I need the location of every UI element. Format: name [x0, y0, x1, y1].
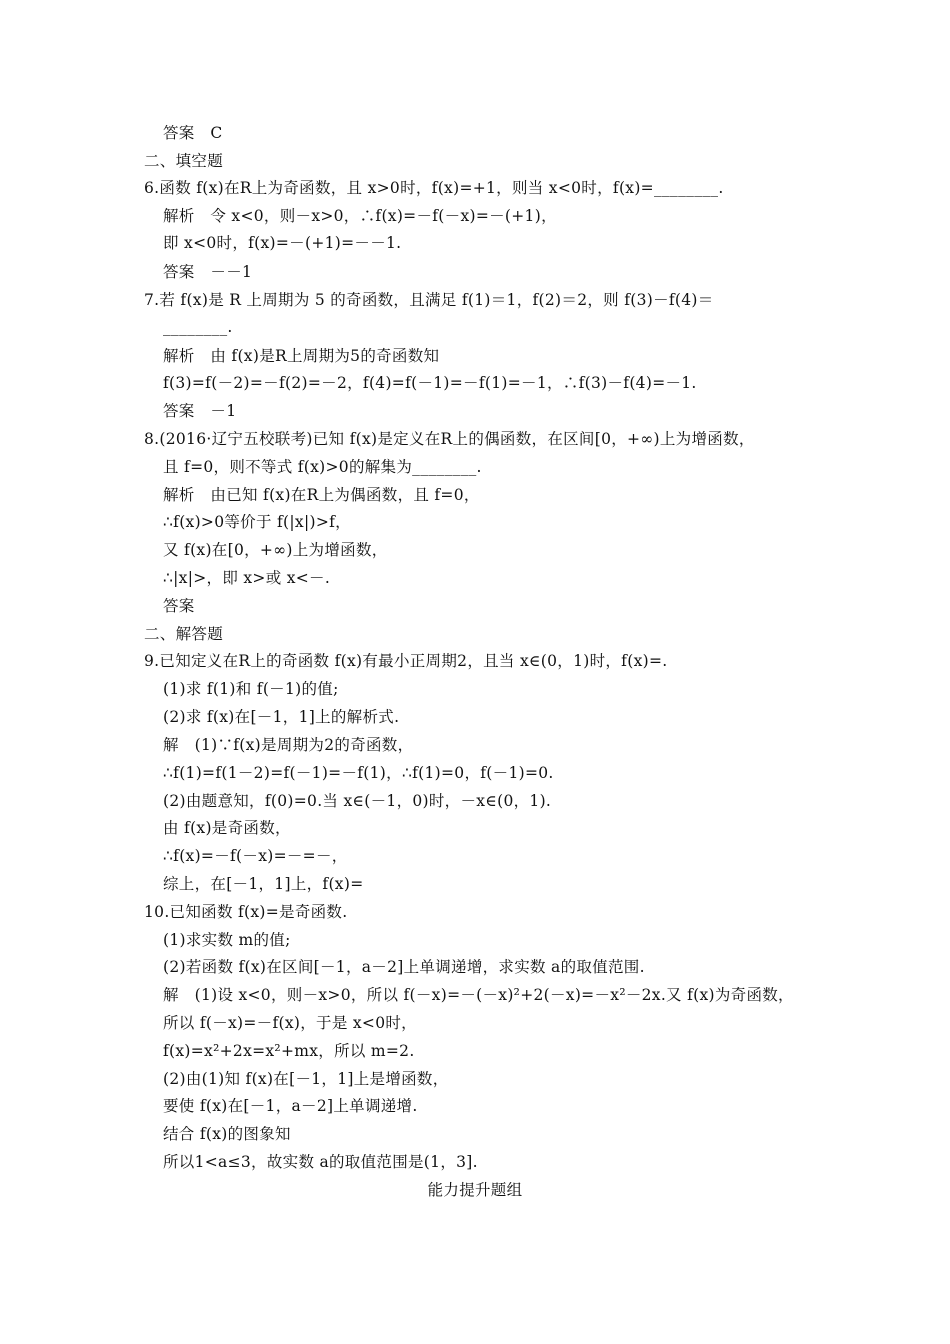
analysis-6-line2: 即 x<0时，f(x)=－(+1)=－－1.	[163, 234, 402, 252]
question-7-line1: 7.若 f(x)是 R 上周期为 5 的奇函数，且满足 f(1)＝1，f(2)＝2，则 f(3)－f(4)＝	[144, 291, 714, 309]
question-9-part2: (2)求 f(x)在[－1，1]上的解析式.	[163, 708, 400, 726]
question-8-line1: 8.(2016·辽宁五校联考)已知 f(x)是定义在R上的偶函数，在区间[0，+∞)上为增函数，	[144, 430, 755, 448]
solution-9-line5: ∴f(x)=－f(－x)=－=－，	[163, 847, 348, 865]
solution-9-line1: 解 (1)∵f(x)是周期为2的奇函数，	[163, 736, 414, 754]
section-solve: 二、解答题	[144, 625, 224, 643]
analysis-7-line1: 解析 由 f(x)是R上周期为5的奇函数知	[163, 347, 440, 365]
solution-9-line4: 由 f(x)是奇函数，	[163, 819, 291, 837]
question-8-line2: 且 f=0，则不等式 f(x)>0的解集为________.	[163, 458, 482, 476]
answer-8: 答案	[163, 597, 195, 615]
question-9-part1: (1)求 f(1)和 f(－1)的值;	[163, 680, 339, 698]
question-6: 6.函数 f(x)在R上为奇函数，且 x>0时，f(x)=+1，则当 x<0时，f(x)=________.	[144, 179, 724, 197]
question-9: 9.已知定义在R上的奇函数 f(x)有最小正周期2，且当 x∈(0，1)时，f(x)=.	[144, 652, 668, 670]
solution-9-line2: ∴f(1)=f(1－2)=f(－1)=－f(1)，∴f(1)=0，f(－1)=0.	[163, 764, 554, 782]
analysis-7-line2: f(3)=f(－2)=－f(2)=－2，f(4)=f(－1)=－f(1)=－1，∴f(3)－f(4)=－1.	[163, 374, 697, 392]
question-10-part1: (1)求实数 m的值;	[163, 931, 291, 949]
answer-6: 答案 －－1	[163, 263, 253, 281]
solution-10-line7: 所以1<a≤3，故实数 a的取值范围是(1，3].	[163, 1153, 478, 1171]
solution-10-line6: 结合 f(x)的图象知	[163, 1125, 291, 1143]
question-10: 10.已知函数 f(x)=是奇函数.	[144, 903, 348, 921]
solution-10-line4: (2)由(1)知 f(x)在[－1，1]上是增函数，	[163, 1070, 449, 1088]
section-ability: 能力提升题组	[427, 1181, 523, 1199]
solution-10-line3: f(x)=x²+2x=x²+mx，所以 m=2.	[163, 1042, 415, 1060]
question-10-part2: (2)若函数 f(x)在区间[－1，a－2]上单调递增，求实数 a的取值范围.	[163, 958, 645, 976]
section-fill-in: 二、填空题	[144, 152, 224, 170]
analysis-8-line3: 又 f(x)在[0，+∞)上为增函数，	[163, 541, 388, 559]
analysis-8-line1: 解析 由已知 f(x)在R上为偶函数，且 f=0，	[163, 486, 480, 504]
analysis-8-line2: ∴f(x)>0等价于 f(|x|)>f，	[163, 513, 351, 531]
solution-10-line2: 所以 f(－x)=－f(x)，于是 x<0时，	[163, 1014, 417, 1032]
analysis-6-line1: 解析 令 x<0，则－x>0，∴f(x)=－f(－x)=－(+1)，	[163, 207, 557, 225]
answer-7: 答案 －1	[163, 402, 237, 420]
solution-9-line6: 综上，在[－1，1]上，f(x)=	[163, 875, 364, 893]
question-7-line2: ________.	[163, 318, 233, 336]
solution-9-line3: (2)由题意知，f(0)=0.当 x∈(－1，0)时，－x∈(0，1).	[163, 792, 552, 810]
analysis-8-line4: ∴|x|>，即 x>或 x<－.	[163, 569, 331, 587]
answer-5: 答案 C	[163, 124, 223, 142]
solution-10-line5: 要使 f(x)在[－1，a－2]上单调递增.	[163, 1097, 418, 1115]
solution-10-line1: 解 (1)设 x<0，则－x>0，所以 f(－x)=－(－x)²+2(－x)=－x²－2x.又 f(x)为奇函数，	[163, 986, 794, 1004]
